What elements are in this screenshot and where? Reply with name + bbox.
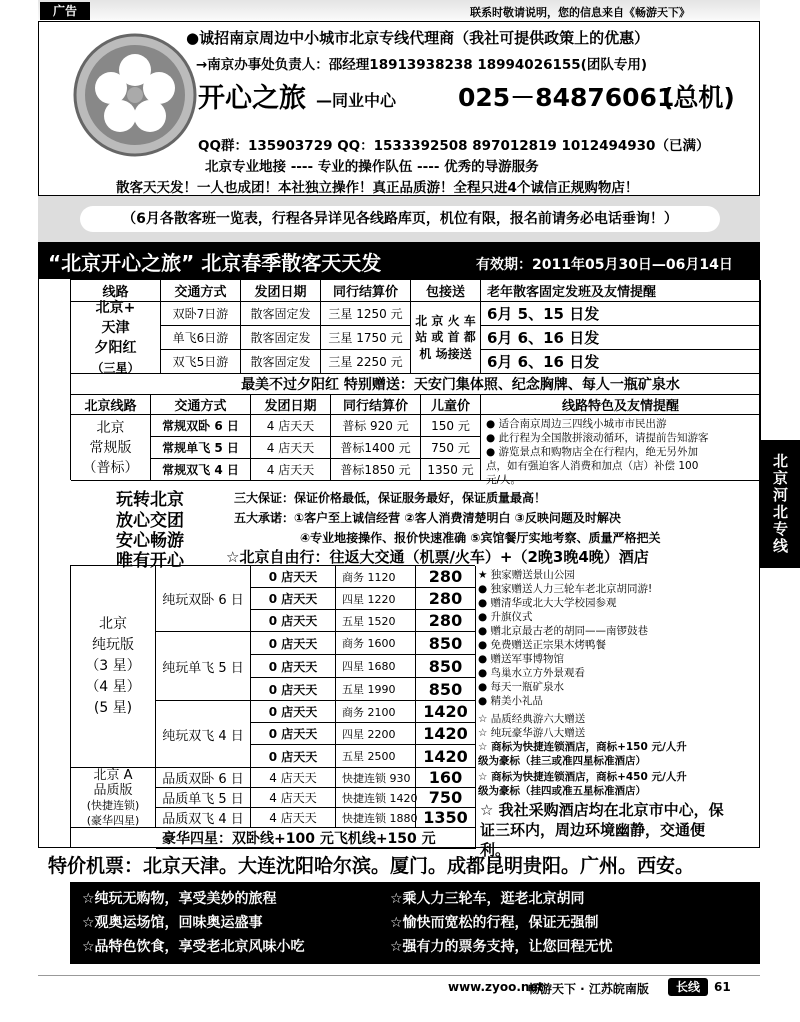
- shop-cell: 0 店天天: [251, 566, 336, 588]
- table-pure: [70, 565, 475, 767]
- price-cell: 普标1850 元: [331, 459, 421, 481]
- route-line: (豪华四星): [86, 813, 140, 827]
- shop-cell: 0 店天天: [251, 723, 336, 745]
- feature-line: ☆ 商标为快捷连锁酒店，商标+450 元/人升: [478, 771, 687, 783]
- tier-cell: 商务 2100: [336, 701, 416, 723]
- side-tab-label: 北京河北专线: [760, 440, 800, 568]
- col-header: 发团日期: [241, 280, 321, 302]
- manager-text: →南京办事处负责人：邵经理18913938238 18994026155(团队专用): [196, 57, 648, 73]
- tier-cell: 四星 2200: [336, 723, 416, 745]
- feature-line: 级为豪标（挂三或准四星标准酒店）: [478, 755, 646, 767]
- price-cell: 三星 1250 元: [321, 302, 411, 326]
- date-cell: 散客固定发: [241, 326, 321, 350]
- tier-cell: 快捷连锁 930: [336, 768, 416, 788]
- qq-text: QQ群：135903729 QQ：1533392508 897012819 1012494930（已满）: [198, 138, 710, 154]
- top-note: 联系时敬请说明，您的信息来自《畅游天下》: [470, 6, 690, 19]
- shop-cell: 0 店天天: [251, 610, 336, 632]
- brand-sub: —同业中心: [316, 91, 397, 110]
- highlight-item: ☆愉快而宽松的行程，保证无强制: [390, 915, 599, 931]
- route-line: （3 星）: [85, 658, 141, 674]
- remind-cell: 6月 6、16 日发: [481, 326, 761, 350]
- hotel-note: ☆ 我社采购酒店均在北京市中心，保证三环内，周边环境幽静，交通便利。: [480, 801, 724, 859]
- route-cell: [71, 415, 151, 481]
- footer-divider: [38, 975, 760, 976]
- price-cell: 280: [416, 588, 476, 610]
- transport-cell: 常规单飞 5 日: [151, 437, 251, 459]
- price-cell: 三星 1750 元: [321, 326, 411, 350]
- col-header: 老年散客固定发班及友情提醒: [481, 280, 761, 302]
- feature-line: ● 每天一瓶矿泉水: [478, 681, 564, 693]
- shop-cell: 0 店天天: [251, 701, 336, 723]
- route-line: 北京 A: [93, 767, 133, 783]
- highlight-item: ☆纯玩无购物，享受美妙的旅程: [82, 891, 277, 907]
- shop-cell: 4 店天天: [251, 788, 336, 808]
- shop-cell: 0 店天天: [251, 678, 336, 701]
- price-cell: 750: [416, 788, 476, 808]
- child-cell: 1350 元: [421, 459, 481, 481]
- highlight-item: ☆品特色饮食，享受老北京风味小吃: [82, 939, 305, 955]
- feature-line: 点，如有强迫客人消费和加点（店）补偿 100: [486, 460, 699, 472]
- promo-left: 放心交团: [116, 511, 184, 531]
- date-cell: 散客固定发: [241, 302, 321, 326]
- col-header: 线路特色及友情提醒: [481, 395, 761, 415]
- feature-line: ● 赠清华或北大大学校园参观: [478, 597, 617, 609]
- tier-cell: 五星 1990: [336, 678, 416, 701]
- price-cell: 1350: [416, 808, 476, 828]
- transport-cell: 双飞5日游: [161, 350, 241, 374]
- phone-tag: (总机): [662, 83, 735, 112]
- route-line: (快捷连锁): [86, 798, 140, 812]
- route-line: 北京: [99, 616, 127, 632]
- price-cell: 普标1400 元: [331, 437, 421, 459]
- upgrade-row: 豪华四星：双卧线+100 元飞机线+150 元: [156, 828, 476, 849]
- route-line: （4 星）: [85, 679, 141, 695]
- date-cell: 散客固定发: [241, 350, 321, 374]
- feature-line: ● 精美小礼品: [478, 695, 543, 707]
- name-cell: 品质双卧 6 日: [156, 768, 251, 788]
- feature-line: ● 赠送军事博物馆: [478, 653, 564, 665]
- price-cell: 850: [416, 655, 476, 678]
- transport-cell: 常规双飞 4 日: [151, 459, 251, 481]
- route-line: 常规版: [89, 439, 132, 456]
- date-cell: 4 店天天: [251, 459, 331, 481]
- highlight-item: ☆强有力的票务支持，让您回程无忧: [390, 939, 613, 955]
- shop-cell: 4 店天天: [251, 768, 336, 788]
- price-cell: 1420: [416, 745, 476, 768]
- price-cell: 三星 2250 元: [321, 350, 411, 374]
- special-flights: 特价机票：北京天津。大连沈阳哈尔滨。厦门。成都昆明贵阳。广州。西安。: [48, 855, 695, 877]
- col-header: 同行结算价: [331, 395, 421, 415]
- transport-cell: 单飞6日游: [161, 326, 241, 350]
- price-cell: 850: [416, 678, 476, 701]
- name-cell: 品质单飞 5 日: [156, 788, 251, 808]
- feature-line: ● 此行程为全国散拼滚动循环，请提前告知游客: [486, 432, 709, 444]
- name-cell: 品质双飞 4 日: [156, 808, 251, 828]
- footer-site: www.zyoo.net: [448, 980, 544, 994]
- feature-line: ☆ 商标为快捷连锁酒店，商标+150 元/人升: [478, 741, 687, 753]
- transport-cell: 双卧7日游: [161, 302, 241, 326]
- promise-text-2: ④专业地接操作、报价快速准确 ⑤宾馆餐厅实地考察、质量严格把关: [300, 531, 661, 545]
- gift-row: 最美不过夕阳红 特别赠送：天安门集体照、纪念胸牌、每人一瓶矿泉水: [161, 374, 761, 395]
- footer-tag: 长线: [668, 978, 708, 996]
- feature-line: ★ 独家赠送景山公园: [478, 569, 575, 581]
- promise-text: 五大承诺：①客户至上诚信经营 ②客人消费清楚明白 ③反映问题及时解决: [234, 511, 621, 525]
- route-line: 北京+: [95, 299, 136, 316]
- feature-line: ● 游览景点和购物店全在行程内，绝无另外加: [486, 446, 698, 458]
- guarantee-text: 三大保证：保证价格最低，保证服务最好，保证质量最高！: [234, 491, 547, 505]
- col-header: 交通方式: [151, 395, 251, 415]
- highlight-item: ☆观奥运场馆，回味奥运盛事: [82, 915, 263, 931]
- feature-line: ● 适合南京周边三四线小城市市民出游: [486, 418, 667, 430]
- promo-left: 唯有开心: [116, 551, 184, 571]
- group-name-cell: 纯玩双卧 6 日: [156, 566, 251, 632]
- feature-line: ☆ 纯玩豪华游八大赠送: [478, 727, 586, 739]
- tier-cell: 五星 2500: [336, 745, 416, 768]
- child-cell: 750 元: [421, 437, 481, 459]
- page-number: 61: [714, 980, 731, 994]
- promo-left: 安心畅游: [116, 531, 184, 551]
- feature-line: 级为豪标（挂四或准五星标准酒店）: [478, 785, 646, 797]
- shop-cell: 0 店天天: [251, 655, 336, 678]
- col-header: 包接送: [411, 280, 481, 302]
- table-senior: [70, 279, 760, 394]
- route-cell: [71, 299, 161, 375]
- tier-cell: 快捷连锁 1420: [336, 788, 416, 808]
- tier-cell: 四星 1220: [336, 588, 416, 610]
- shop-cell: 4 店天天: [251, 808, 336, 828]
- shop-cell: 0 店天天: [251, 745, 336, 768]
- route-line: (5 星): [93, 700, 133, 716]
- route-line: 纯玩版: [92, 637, 134, 653]
- route-cell: [71, 566, 156, 768]
- promo-left: 玩转北京: [116, 490, 184, 510]
- price-cell: 850: [416, 632, 476, 655]
- price-cell: 280: [416, 610, 476, 632]
- col-header: 线路: [71, 280, 161, 302]
- col-header: 发团日期: [251, 395, 331, 415]
- col-header: 北京线路: [71, 395, 151, 415]
- recruit-text: ●诚招南京周边中小城市北京专线代理商（我社可提供政策上的优惠）: [186, 29, 650, 47]
- feature-line: ☆ 品质经典游六大赠送: [478, 713, 586, 725]
- transport-cell: 常规双卧 6 日: [151, 415, 251, 437]
- col-header: 儿童价: [421, 395, 481, 415]
- main-title: “北京开心之旅” 北京春季散客天天发: [48, 251, 382, 275]
- table-quality: [70, 767, 475, 848]
- route-line: 品质版: [93, 782, 133, 798]
- route-line: 北京: [96, 419, 125, 436]
- remind-cell: 6月 6、16 日发: [481, 350, 761, 374]
- feature-line: ● 鸟巢水立方外景观看: [478, 667, 585, 679]
- free-travel-text: ☆北京自由行：往返大交通（机票/火车）+（2晚3晚4晚）酒店: [226, 548, 649, 566]
- price-cell: 1420: [416, 701, 476, 723]
- shop-cell: 0 店天天: [251, 588, 336, 610]
- flower-logo-icon: [70, 30, 200, 160]
- highlight-item: ☆乘人力三轮车，逛老北京胡同: [390, 891, 585, 907]
- footer-magazine: 畅游天下 · 江苏皖南版: [528, 982, 649, 996]
- ad-tag: 广告: [40, 2, 90, 20]
- route-cell: [71, 768, 156, 828]
- slogan-2: 散客天天发！一人也成团！本社独立操作！真正品质游！全程只进4个诚信正规购物店！: [116, 180, 639, 196]
- phone-number: 025－84876061: [458, 83, 675, 112]
- shop-cell: 0 店天天: [251, 632, 336, 655]
- col-header: 同行结算价: [321, 280, 411, 302]
- date-cell: 4 店天天: [251, 437, 331, 459]
- route-line: 夕阳红: [94, 339, 137, 356]
- feature-line: ● 免费赠送正宗果木烤鸭餐: [478, 639, 606, 651]
- route-line: （普标）: [82, 459, 139, 476]
- tier-cell: 快捷连锁 1880: [336, 808, 416, 828]
- feature-line: ● 升旗仪式: [478, 611, 533, 623]
- feature-line: ● 独家赠送人力三轮车老北京胡同游!: [478, 583, 653, 595]
- price-cell: 1420: [416, 723, 476, 745]
- group-name-cell: 纯玩单飞 5 日: [156, 632, 251, 701]
- feature-line: ● 赠北京最古老的胡同——南锣鼓巷: [478, 625, 648, 637]
- col-header: 交通方式: [161, 280, 241, 302]
- route-line: （三星）: [91, 360, 140, 375]
- slogan-1: 北京专业地接 ---- 专业的操作队伍 ---- 优秀的导游服务: [205, 159, 539, 175]
- route-line: 天津: [101, 319, 130, 336]
- tier-cell: 四星 1680: [336, 655, 416, 678]
- notice-text: （6月各散客班一览表，行程各异详见各线路库页，机位有限，报名前请务必电话垂询！）: [80, 206, 720, 232]
- price-cell: 160: [416, 768, 476, 788]
- tier-cell: 商务 1600: [336, 632, 416, 655]
- tier-cell: 商务 1120: [336, 566, 416, 588]
- pickup-cell: 北 京 火 车 站 或 首 都 机 场接送: [411, 302, 481, 374]
- date-cell: 4 店天天: [251, 415, 331, 437]
- remind-cell: 6月 5、15 日发: [481, 302, 761, 326]
- price-cell: 普标 920 元: [331, 415, 421, 437]
- group-name-cell: 纯玩双飞 4 日: [156, 701, 251, 768]
- brand-name: 开心之旅: [198, 83, 306, 114]
- price-cell: 280: [416, 566, 476, 588]
- tier-cell: 五星 1520: [336, 610, 416, 632]
- validity-text: 有效期：2011年05月30日—06月14日: [476, 257, 733, 273]
- feature-line: 元/人。: [486, 474, 522, 486]
- child-cell: 150 元: [421, 415, 481, 437]
